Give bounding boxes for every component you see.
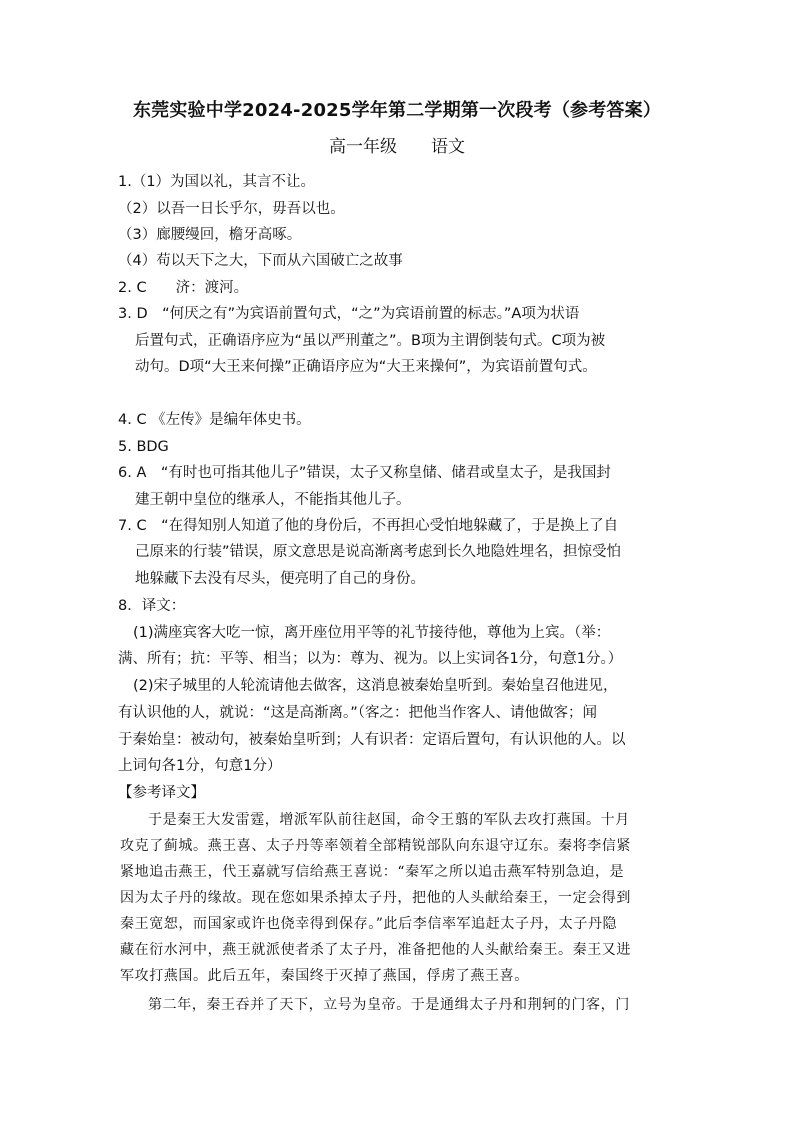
translation-line: 攻克了蓟城。燕王喜、太子丹等率领着全部精锐部队向东退守辽东。秦将李信紧 bbox=[120, 838, 631, 854]
answer-line: （2）以吾一日长乎尔，毋吾以也。 bbox=[118, 201, 345, 217]
translation-line: 因为太子丹的缘故。现在您如果杀掉太子丹，把他的人头献给秦王，一定会得到 bbox=[120, 890, 631, 906]
answer-line: (1)满座宾客大吃一惊，离开座位用平等的礼节接待他，尊他为上宾。（举： bbox=[133, 625, 611, 641]
grade-label: 高一年级 bbox=[329, 137, 397, 157]
document-subtitle bbox=[0, 132, 794, 157]
translation-line: 军攻打燕国。此后五年，秦国终于灭掉了燕国，俘虏了燕王喜。 bbox=[120, 968, 529, 984]
answer-line: 1.（1）为国以礼，其言不让。 bbox=[118, 174, 316, 190]
translation-line: 紧地追击燕王，代王嘉就写信给燕王喜说：“秦军之所以追击燕军特别急迫，是 bbox=[120, 864, 625, 880]
answer-line: 后置句式，正确语序应为“虽以严刑董之”。B项为主谓倒装句式。C项为被 bbox=[135, 333, 606, 349]
answer-line: (2)宋子城里的人轮流请他去做客，这消息被秦始皇听到。秦始皇召他进见， bbox=[133, 678, 618, 694]
answer-line: 动句。D项“大王来何操”正确语序应为“大王来操何”，为宾语前置句式。 bbox=[135, 359, 597, 375]
answer-line: 4. C 《左传》是编年体史书。 bbox=[118, 412, 311, 428]
translation-line: 秦王宽恕，而国家或许也侥幸得到保存。”此后李信率军追赶太子丹，太子丹隐 bbox=[120, 916, 618, 932]
subject-label: 语文 bbox=[431, 137, 465, 157]
reference-heading: 【参考译文】 bbox=[118, 785, 205, 801]
answer-line: 5. BDG bbox=[118, 439, 169, 455]
answer-line: 3. D “何厌之有”为宾语前置句式，“之”为宾语前置的标志。”A项为状语 bbox=[118, 306, 580, 322]
answer-line: 有认识他的人，就说：“这是高渐离。”（客之：把他当作客人、请他做客；闻 bbox=[118, 705, 598, 721]
answer-line: 于秦始皇：被动句，被秦始皇听到；人有识者：定语后置句，有认识他的人。以 bbox=[118, 732, 626, 748]
answer-line: 满、所有；抗：平等、相当；以为：尊为、视为。以上实词各1分，句意1分。） bbox=[118, 651, 623, 667]
answer-line: 上词句各1分，句意1分） bbox=[118, 758, 282, 774]
translation-line: 藏在衍水河中，燕王就派使者杀了太子丹，准备把他的人头献给秦王。秦王又进 bbox=[120, 942, 631, 958]
answer-line: 建王朝中皇位的继承人，不能指其他儿子。 bbox=[135, 492, 411, 508]
answer-line: 6. A “有时也可指其他儿子”错误，太子又称皇储、储君或皇太子，是我国封 bbox=[118, 465, 611, 481]
answer-line: 地躲藏下去没有尽头，便亮明了自己的身份。 bbox=[135, 571, 425, 587]
answer-line: 己原来的行装”错误，原文意思是说高渐离考虑到长久地隐姓埋名，担惊受怕 bbox=[135, 544, 622, 560]
answer-line: 7. C “在得知别人知道了他的身份后，不再担心受怕地躲藏了，于是换上了自 bbox=[118, 518, 619, 534]
answer-line: 8．译文： bbox=[118, 598, 186, 614]
document-title: 东莞实验中学2024-2025学年第二学期第一次段考（参考答案） bbox=[132, 100, 662, 121]
answer-line: （4）苟以天下之大，下而从六国破亡之故事 bbox=[118, 253, 403, 269]
translation-line: 第二年，秦王吞并了天下，立号为皇帝。于是通缉太子丹和荆轲的门客，门 bbox=[148, 997, 630, 1013]
answer-line: 2. C 济：渡河。 bbox=[118, 280, 249, 296]
answer-line: （3）廊腰缦回，檐牙高啄。 bbox=[118, 227, 302, 243]
translation-line: 于是秦王大发雷霆，增派军队前往赵国，命令王翦的军队去攻打燕国。十月 bbox=[148, 812, 630, 828]
